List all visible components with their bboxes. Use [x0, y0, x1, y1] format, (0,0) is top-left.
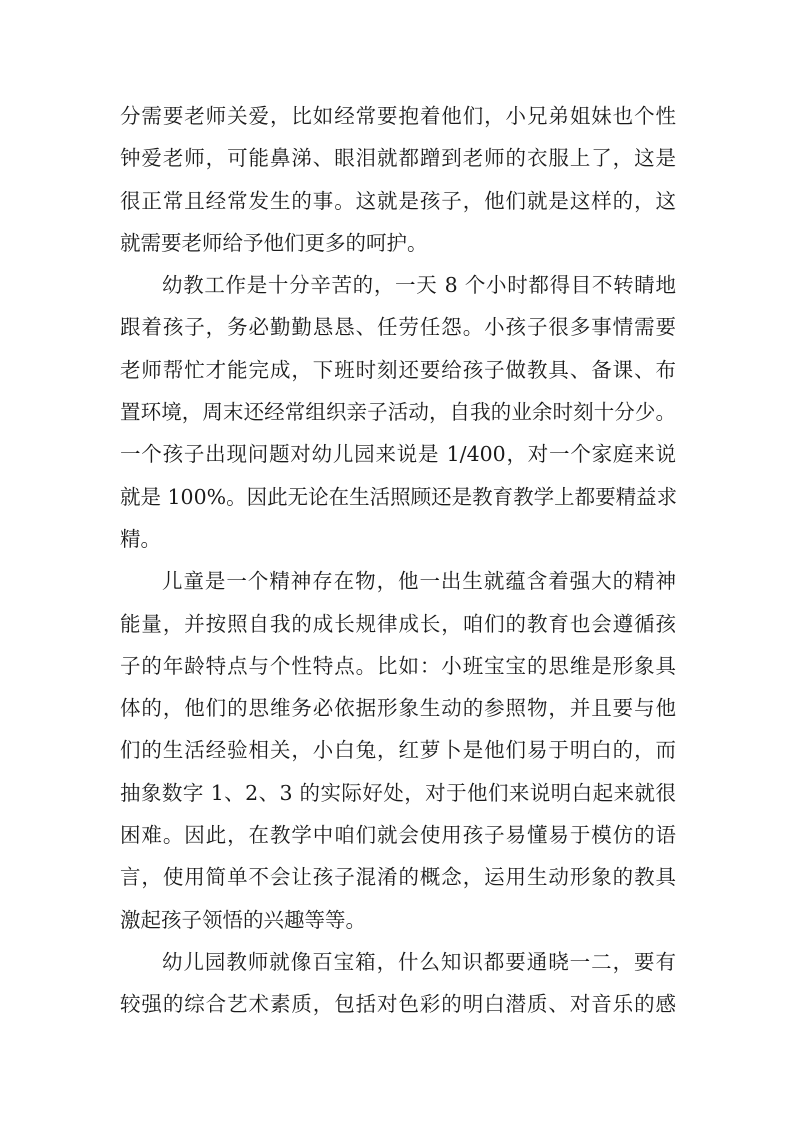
- text-line: 能量，并按照自我的成长规律成长，咱们的教育也会遵循孩: [120, 611, 676, 636]
- paragraph-2: [120, 264, 676, 560]
- text-line: 较强的综合艺术素质，包括对色彩的明白潜质、对音乐的感: [120, 992, 676, 1017]
- text-line: 体的，他们的思维务必依据形象生动的参照物，并且要与他: [120, 696, 676, 721]
- paragraph-1: [120, 95, 676, 264]
- text-line: 抽象数字 1、2、3 的实际好处，对于他们来说明白起来就很: [120, 780, 676, 805]
- text-line: 很正常且经常发生的事。这就是孩子，他们就是这样的，这: [120, 188, 676, 213]
- text-line: 跟着孩子，务必勤勤恳恳、任劳任怨。小孩子很多事情需要: [120, 315, 676, 340]
- text-line: 幼儿园教师就像百宝箱，什么知识都要通晓一二，要有: [162, 949, 676, 974]
- text-line: 分需要老师关爱，比如经常要抱着他们，小兄弟姐妹也个性: [120, 104, 676, 128]
- text-line: 置环境，周末还经常组织亲子活动，自我的业余时刻十分少。: [120, 400, 676, 425]
- text-line: 激起孩子领悟的兴趣等等。: [120, 907, 366, 932]
- text-line: 言，使用简单不会让孩子混淆的概念，运用生动形象的教具: [120, 865, 676, 890]
- text-line: 就是 100%。因此无论在生活照顾还是教育教学上都要精益求: [120, 484, 678, 509]
- text-line: 儿童是一个精神存在物，他一出生就蕴含着强大的精神: [162, 569, 676, 594]
- text-line: 困难。因此，在教学中咱们就会使用孩子易懂易于模仿的语: [120, 823, 676, 848]
- text-line: 钟爱老师，可能鼻涕、眼泪就都蹭到老师的衣服上了，这是: [120, 146, 676, 171]
- text-line: 老师帮忙才能完成，下班时刻还要给孩子做教具、备课、布: [120, 357, 676, 382]
- text-line: 子的年龄特点与个性特点。比如：小班宝宝的思维是形象具: [120, 653, 676, 678]
- paragraph-3: [120, 560, 676, 941]
- paragraph-4: [120, 941, 676, 1026]
- text-line: 们的生活经验相关，小白兔，红萝卜是他们易于明白的，而: [120, 738, 676, 763]
- text-line: 就需要老师给予他们更多的呵护。: [120, 230, 428, 255]
- text-line: 精。: [120, 526, 161, 551]
- body-text: [120, 95, 676, 1026]
- text-line: 一个孩子出现问题对幼儿园来说是 1/400，对一个家庭来说: [120, 442, 676, 467]
- text-line: 幼教工作是十分辛苦的，一天 8 个小时都得目不转睛地: [162, 273, 676, 298]
